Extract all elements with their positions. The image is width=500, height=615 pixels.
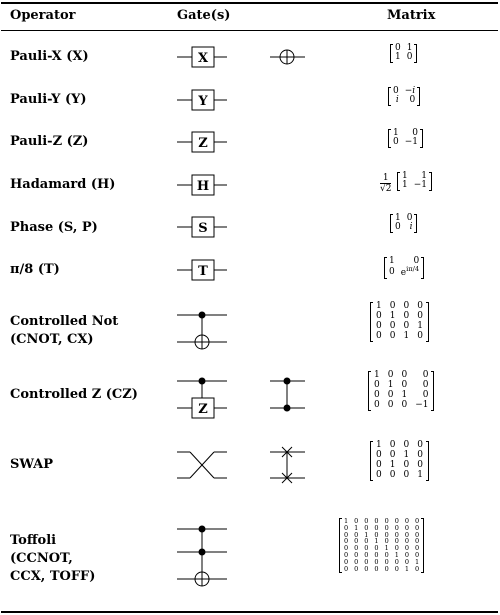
matrix-cell: 0 <box>364 517 369 525</box>
matrix-cell: 1 <box>417 320 423 331</box>
matrix-cell: 1 <box>364 530 369 539</box>
matrix-cell: 0 <box>414 530 420 539</box>
matrix-cell: 0 <box>395 43 401 53</box>
matrix-bracket <box>339 518 424 573</box>
toffoli-control-dot-1 <box>199 526 206 533</box>
matrix-cell: 1 <box>417 469 423 480</box>
matrix-cell: 0 <box>364 557 369 566</box>
matrix-t <box>384 257 424 279</box>
matrix-cell: 1 <box>402 171 408 181</box>
operator-t: π/8 (T) <box>10 262 60 277</box>
matrix-cell: 0 <box>404 557 409 566</box>
toffoli-control-dot-2 <box>199 549 206 556</box>
gate-cz-symmetric <box>270 381 305 408</box>
matrix-cell: −i <box>404 86 416 96</box>
matrix-cell: 0 <box>384 557 389 566</box>
matrix-cell: 1 <box>387 379 394 390</box>
matrix-cell: 0 <box>404 517 409 525</box>
matrix-bracket <box>384 257 424 279</box>
matrix-cell: 0 <box>389 266 395 277</box>
matrix-cell: 0 <box>376 459 382 470</box>
matrix-cell: 0 <box>422 389 429 400</box>
matrix-pauli-y <box>388 87 420 106</box>
matrix-cell: 0 <box>389 301 396 311</box>
matrix-cell: 0 <box>387 370 394 380</box>
matrix-cell: −1 <box>404 137 419 148</box>
matrix-cell: 0 <box>414 537 420 546</box>
matrix-cell: 0 <box>422 379 429 390</box>
matrix-bracket <box>370 302 429 342</box>
matrix-cell: 0 <box>409 95 416 106</box>
matrix-cell: 0 <box>389 320 396 331</box>
matrix-cell: 0 <box>354 517 359 525</box>
matrix-cell: −1 <box>413 180 428 191</box>
gate-h-label: H <box>196 179 210 194</box>
matrix-cell: i <box>409 222 413 233</box>
operator-hadamard: Hadamard (H) <box>10 177 116 192</box>
matrix-bracket <box>397 172 432 191</box>
matrix-cell: 0 <box>376 310 382 321</box>
operator-swap: SWAP <box>10 457 54 472</box>
operator-toffoli-line1: Toffoli <box>10 533 57 548</box>
matrix-cell: 0 <box>374 551 379 560</box>
operator-cnot <box>10 313 118 349</box>
matrix-cell: 0 <box>401 399 408 410</box>
gate-swap-crossed <box>177 452 227 478</box>
matrix-cell: 1 <box>389 459 396 470</box>
matrix-cell: 0 <box>376 449 382 460</box>
matrix-cell: 0 <box>403 301 410 311</box>
matrix-cell: 1 <box>393 128 399 138</box>
matrix-cell: 0 <box>404 523 409 532</box>
gate-toffoli <box>177 529 227 586</box>
matrix-cell: 0 <box>374 523 379 532</box>
matrix-cell: 0 <box>394 523 399 532</box>
gate-z-label: Z <box>198 136 208 151</box>
matrix-cell: 1 <box>389 256 395 266</box>
matrix-bracket <box>368 371 434 411</box>
matrix-cell: 0 <box>412 128 419 138</box>
matrix-cell: 0 <box>387 399 394 410</box>
gate-cnot <box>177 315 227 349</box>
matrix-cell: 0 <box>394 544 399 553</box>
matrix-cell: 0 <box>387 389 394 400</box>
operator-toffoli-line2: (CCNOT, <box>10 551 73 566</box>
matrix-cell: 1 <box>404 564 409 573</box>
matrix-cell: 0 <box>374 557 379 566</box>
header-operator: Operator <box>10 8 76 23</box>
matrix-cell: 0 <box>404 537 409 546</box>
operator-pauli-z: Pauli-Z (Z) <box>10 134 89 149</box>
matrix-cell: 1 <box>374 370 380 380</box>
gate-x-label: X <box>197 51 209 66</box>
matrix-swap <box>370 441 429 481</box>
gate-x-target <box>270 50 305 64</box>
gate-y-label: Y <box>198 94 208 109</box>
matrix-cell: 0 <box>389 330 396 341</box>
cz-control-dot <box>199 378 206 385</box>
matrix-cell: 0 <box>414 517 420 525</box>
matrix-cell: 0 <box>374 544 379 553</box>
matrix-cell: 0 <box>344 544 349 553</box>
gate-symbols <box>165 0 325 615</box>
operator-pauli-x: Pauli-X (X) <box>10 49 89 64</box>
matrix-cell: 0 <box>394 530 399 539</box>
matrix-cell: 0 <box>414 564 420 573</box>
matrix-cell: −1 <box>415 399 429 410</box>
matrix-phase <box>390 214 417 233</box>
matrix-cell: 0 <box>393 86 399 96</box>
matrix-cell: 0 <box>393 137 399 148</box>
matrix-cell: 0 <box>354 544 359 553</box>
matrix-cell: 1 <box>406 43 413 53</box>
matrix-cell: 0 <box>417 440 423 450</box>
matrix-cell: 0 <box>374 399 380 410</box>
matrix-cell: 1 <box>403 449 410 460</box>
matrix-cell: 0 <box>384 523 389 532</box>
matrix-cell: 1 <box>344 517 349 525</box>
matrix-cell: 1 <box>421 171 428 181</box>
matrix-cell: 0 <box>404 530 409 539</box>
gate-cz-label: Z <box>198 402 208 417</box>
matrix-cell: 0 <box>384 517 389 525</box>
matrix-cell: 0 <box>389 449 396 460</box>
matrix-cell: i <box>395 95 399 106</box>
matrix-cell: 0 <box>417 459 423 470</box>
matrix-cell: 0 <box>374 517 379 525</box>
matrix-cell: 0 <box>374 379 380 390</box>
matrix-cell: 0 <box>394 537 399 546</box>
matrix-cell: 0 <box>422 370 429 380</box>
matrix-bracket <box>390 44 417 63</box>
matrix-cell: 0 <box>344 537 349 546</box>
matrix-cell: 0 <box>394 557 399 566</box>
matrix-cell: 0 <box>364 551 369 560</box>
matrix-cell: 0 <box>344 564 349 573</box>
matrix-pauli-z <box>388 129 423 148</box>
operator-cz: Controlled Z (CZ) <box>10 387 138 402</box>
operator-toffoli-line3: CCX, TOFF) <box>10 569 96 584</box>
matrix-bracket <box>370 441 429 481</box>
matrix-cell: 0 <box>401 370 408 380</box>
matrix-bracket <box>388 87 420 106</box>
matrix-cell: 1 <box>414 557 420 566</box>
matrix-cell: 0 <box>384 564 389 573</box>
matrix-cell: 1 <box>376 440 382 450</box>
matrix-cell: 0 <box>354 557 359 566</box>
matrix-cell: 0 <box>394 564 399 573</box>
matrix-cell: 1 <box>395 213 401 223</box>
cz-dot-top <box>284 378 291 385</box>
matrix-cell: 0 <box>413 256 420 266</box>
matrix-cell: 0 <box>389 469 396 480</box>
matrix-cell: 0 <box>414 544 420 553</box>
matrix-cell: 0 <box>364 544 369 553</box>
matrix-cell: 0 <box>389 440 396 450</box>
matrix-cell: 1 <box>402 180 408 191</box>
hadamard-prefactor: $\frac{1}{√2}$ <box>380 173 392 194</box>
matrix-cell: 0 <box>406 213 413 223</box>
matrix-pauli-x <box>390 44 417 63</box>
matrix-cell: 0 <box>417 330 423 341</box>
matrix-cell: 0 <box>403 320 410 331</box>
matrix-cell: 1 <box>376 301 382 311</box>
gate-t-label: T <box>198 264 208 279</box>
matrix-hadamard <box>397 172 432 191</box>
header-matrix: Matrix <box>387 8 436 23</box>
matrix-cell: 1 <box>389 310 396 321</box>
matrix-cell: 0 <box>394 517 399 525</box>
operator-cnot-line1: Controlled Not <box>10 314 119 329</box>
matrix-cell: 0 <box>403 469 410 480</box>
gate-swap-symbol <box>270 447 305 483</box>
matrix-cell: 0 <box>364 537 369 546</box>
matrix-cell: 0 <box>364 523 369 532</box>
matrix-cell: 0 <box>406 52 413 63</box>
matrix-cell: 0 <box>344 530 349 539</box>
matrix-cell: 1 <box>384 544 389 553</box>
operator-pauli-y: Pauli-Y (Y) <box>10 92 87 107</box>
matrix-cell: 1 <box>395 52 401 63</box>
matrix-cell: 0 <box>414 523 420 532</box>
cnot-control-dot <box>199 312 206 319</box>
matrix-cell: 0 <box>354 564 359 573</box>
matrix-toffoli <box>339 518 424 573</box>
operator-cnot-line2: (CNOT, CX) <box>10 332 94 347</box>
matrix-cell: 0 <box>384 530 389 539</box>
matrix-cell: 1 <box>401 389 408 400</box>
matrix-cell: 0 <box>403 440 410 450</box>
matrix-cell: 0 <box>417 310 423 321</box>
operator-toffoli <box>10 532 95 586</box>
matrix-cell: 0 <box>417 301 423 311</box>
matrix-cell: 0 <box>344 551 349 560</box>
matrix-cell: 0 <box>404 544 409 553</box>
matrix-cell: 0 <box>344 557 349 566</box>
matrix-cell: 1 <box>374 537 379 546</box>
matrix-cell: 1 <box>354 523 359 532</box>
matrix-cell: $e^{i\pi/4}$ <box>400 265 420 279</box>
matrix-cell: 0 <box>374 564 379 573</box>
matrix-cell: 0 <box>403 459 410 470</box>
matrix-cell: 0 <box>403 310 410 321</box>
matrix-bracket <box>388 129 423 148</box>
matrix-cell: 0 <box>414 551 420 560</box>
gate-s-label: S <box>198 221 208 236</box>
matrix-cell: 0 <box>376 320 382 331</box>
matrix-cell: 0 <box>374 530 379 539</box>
matrix-cell: 0 <box>354 530 359 539</box>
matrix-cell: 0 <box>374 389 380 400</box>
matrix-cell: 1 <box>403 330 410 341</box>
operator-phase: Phase (S, P) <box>10 220 98 235</box>
matrix-cell: 0 <box>384 537 389 546</box>
matrix-cell: 0 <box>376 330 382 341</box>
cz-dot-bottom <box>284 405 291 412</box>
matrix-cell: 0 <box>404 551 409 560</box>
matrix-cell: 0 <box>354 537 359 546</box>
matrix-cell: 0 <box>417 449 423 460</box>
matrix-cell: 0 <box>384 551 389 560</box>
matrix-cnot <box>370 302 429 342</box>
matrix-cell: 0 <box>364 564 369 573</box>
matrix-cz <box>368 371 434 411</box>
matrix-cell: 0 <box>344 523 349 532</box>
matrix-cell: 0 <box>354 551 359 560</box>
matrix-cell: 1 <box>394 551 399 560</box>
matrix-cell: 0 <box>401 379 408 390</box>
matrix-cell: 0 <box>395 222 401 233</box>
header-gates: Gate(s) <box>177 8 231 23</box>
matrix-cell: 0 <box>376 469 382 480</box>
matrix-bracket <box>390 214 417 233</box>
